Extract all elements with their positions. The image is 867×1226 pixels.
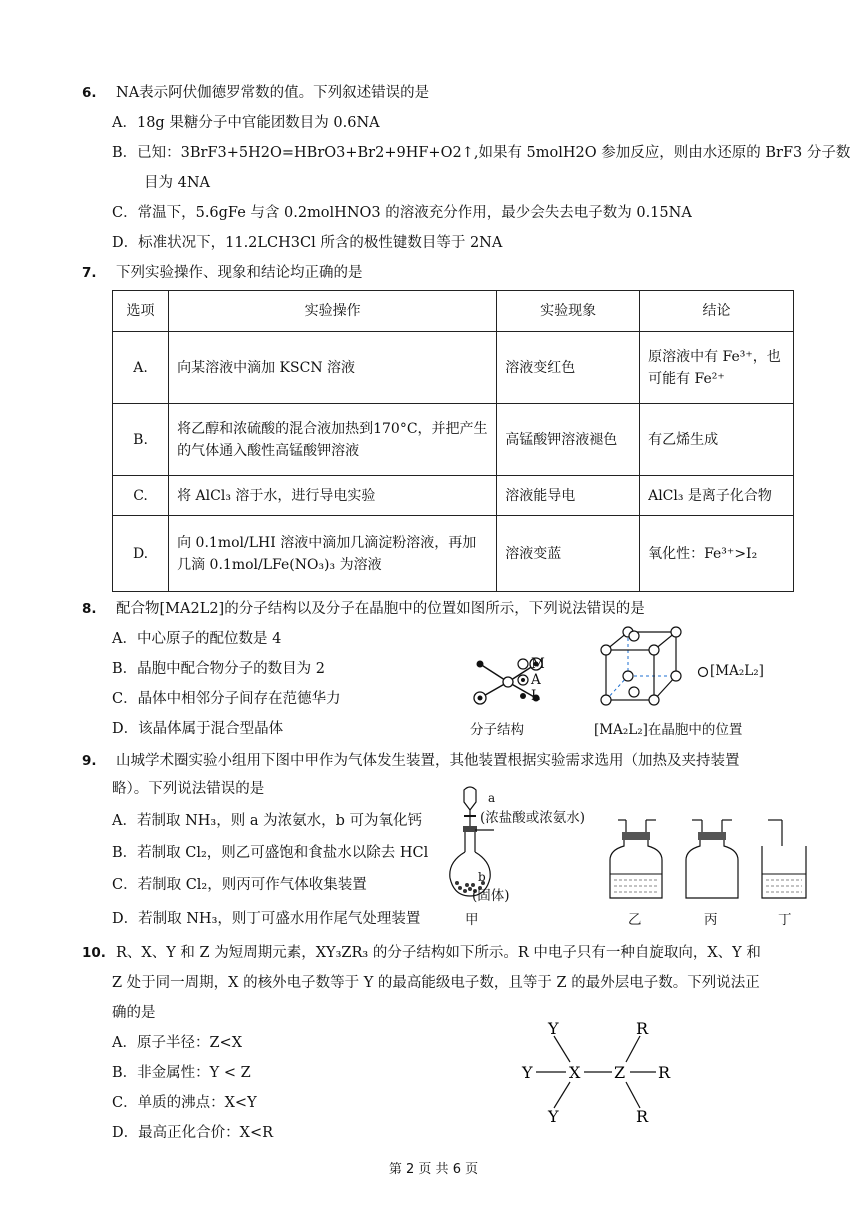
unit-cell-legend-icon [697,666,709,678]
unit-cell-figure [592,610,692,714]
atom-r-top: R [636,1019,649,1038]
page-footer: 第 2 页 共 6 页 [388,1162,479,1177]
q10-number: 10. [82,945,106,961]
table-cell-conclusion: 氧化性：Fe³⁺>I₂ [640,516,794,592]
table-row [113,404,794,476]
table-cell-option: B. [113,404,169,476]
table-cell-option: D. [113,516,169,592]
label-a-note: (浓盐酸或浓氨水) [480,810,586,826]
label-bing: 丙 [704,912,718,928]
q9-option-a: A．若制取 NH₃，则 a 为浓氨水，b 可为氧化钙 [112,813,422,829]
table-cell-option: A. [113,332,169,404]
table-cell-conclusion: AlCl₃ 是离子化合物 [640,476,794,516]
q8-option-c: C．晶体中相邻分子间存在范德华力 [112,691,341,707]
q7-number: 7. [82,265,97,281]
atom-y-left: Y [522,1063,533,1082]
table-cell-phenomenon: 高锰酸钾溶液褪色 [497,404,640,476]
table-cell-operation: 将乙醇和浓硫酸的混合液加热到170°C，并把产生的气体通入酸性高锰酸钾溶液 [169,404,497,476]
beaker-ding [756,818,812,902]
label-yi: 乙 [628,912,642,928]
atom-r-right: R [658,1063,671,1082]
table-row [113,516,794,592]
q10-stem-line3: 确的是 [112,1005,156,1021]
atom-y-top: Y [548,1019,559,1038]
label-jia: 甲 [465,912,479,928]
q10-stem-line2: Z 处于同一周期，X 的核外电子数等于 Y 的最高能级电子数，且等于 Z 的最外层电子数。下列说法正 [112,975,760,991]
table-cell-operation: 向 0.1mol/LHI 溶液中滴加几滴淀粉溶液，再加几滴 0.1mol/LFe(NO₃)₃ 为溶液 [169,516,497,592]
table-row [113,476,794,516]
table-cell-operation: 向某溶液中滴加 KSCN 溶液 [169,332,497,404]
table-header-operation: 实验操作 [169,291,497,332]
table-header-row [113,291,794,332]
unit-cell-figure-caption: [MA₂L₂]在晶胞中的位置 [594,722,743,738]
q9-stem-text: 山城学术圈实验小组用下图中甲作为气体发生装置，其他装置根据实验需求选用（加热及夹持装置 [116,753,740,769]
atom-r-bottom: R [636,1107,649,1122]
q9-stem-line2: 略）。下列说法错误的是 [112,781,265,797]
collection-bottle-bing [680,818,744,902]
table-header-option: 选项 [113,291,169,332]
q9-option-d: D．若制取 NH₃，则丁可盛水用作尾气处理装置 [112,911,421,927]
molecule-figure-caption: 分子结构 [470,722,524,738]
q6-option-b-line1: B．已知：3BrF3+5H2O=HBrO3+Br2+9HF+O2↑,如果有 5molH2O 参加反应，则由水还原的 BrF3 分子数 [112,145,851,161]
table-header-phenomenon: 实验现象 [497,291,640,332]
experiment-table [112,290,794,592]
q6-stem [82,82,802,104]
q6-option-d: D．标准状况下，11.2LCH3Cl 所含的极性键数目等于 2NA [112,235,503,251]
q9-stem-line1 [82,750,802,772]
q10-option-b: B．非金属性：Y < Z [112,1065,251,1081]
atom-z: Z [614,1063,626,1082]
table-cell-option: C. [113,476,169,516]
q9-option-c: C．若制取 Cl₂，则丙可作气体收集装置 [112,877,367,893]
label-a: a [488,791,496,805]
table-cell-operation: 将 AlCl₃ 溶于水，进行导电实验 [169,476,497,516]
molecular-structure-diagram [514,1018,684,1122]
q7-stem [82,262,802,284]
q6-stem-text: NA表示阿伏伽德罗常数的值。下列叙述错误的是 [116,85,430,101]
label-ding: 丁 [778,912,792,928]
unit-cell-legend-label: [MA₂L₂] [710,663,764,679]
q9-number: 9. [82,753,97,769]
q7-stem-text: 下列实验操作、现象和结论均正确的是 [116,265,363,281]
atom-x: X [569,1063,581,1082]
q8-number: 8. [82,601,97,617]
table-cell-phenomenon: 溶液能导电 [497,476,640,516]
table-row [113,332,794,404]
q8-stem [82,598,802,620]
q9-option-b: B．若制取 Cl₂，则乙可盛饱和食盐水以除去 HCl [112,845,429,861]
table-cell-conclusion: 原溶液中有 Fe³⁺，也可能有 Fe²⁺ [640,332,794,404]
center-m-atom [503,677,513,687]
molecule-legend-icons [516,656,530,704]
legend-a-label: A [531,672,541,688]
table-header-conclusion: 结论 [640,291,794,332]
table-cell-phenomenon: 溶液变红色 [497,332,640,404]
q8-option-b: B．晶胞中配合物分子的数目为 2 [112,661,325,677]
label-b: b [478,870,486,884]
q10-option-a: A．原子半径：Z<X [112,1035,243,1051]
table-cell-phenomenon: 溶液变蓝 [497,516,640,592]
q6-option-a: A．18g 果糖分子中官能团数目为 0.6NA [112,115,380,131]
legend-l-label: L [531,688,540,704]
ligand-l-atom [477,661,484,668]
q6-number: 6. [82,85,97,101]
separatory-funnel [464,787,476,810]
q10-stem-line1 [82,942,802,964]
q8-stem-text: 配合物[MA2L2]的分子结构以及分子在晶胞中的位置如图所示，下列说法错误的是 [116,601,645,617]
q8-option-a: A．中心原子的配位数是 4 [112,631,282,647]
q10-option-c: C．单质的沸点：X<Y [112,1095,257,1111]
label-b-note: (固体) [472,888,510,904]
q6-option-b-line2: 目为 4NA [144,175,210,191]
molecule-structure-figure [458,650,568,710]
table-cell-conclusion: 有乙烯生成 [640,404,794,476]
wash-bottle-yi [604,818,668,902]
atom-y-bottom: Y [548,1107,559,1122]
q10-option-d: D．最高正化合价：X<R [112,1125,274,1141]
q6-option-c: C．常温下，5.6gFe 与含 0.2molHNO3 的溶液充分作用，最少会失去电子数为 0.15NA [112,205,692,221]
q10-stem-text: R、X、Y 和 Z 为短周期元素，XY₃ZR₃ 的分子结构如下所示。R 中电子只有一种自旋取向，X、Y 和 [116,945,761,961]
legend-m-label: M [531,656,545,672]
q8-option-d: D．该晶体属于混合型晶体 [112,721,284,737]
